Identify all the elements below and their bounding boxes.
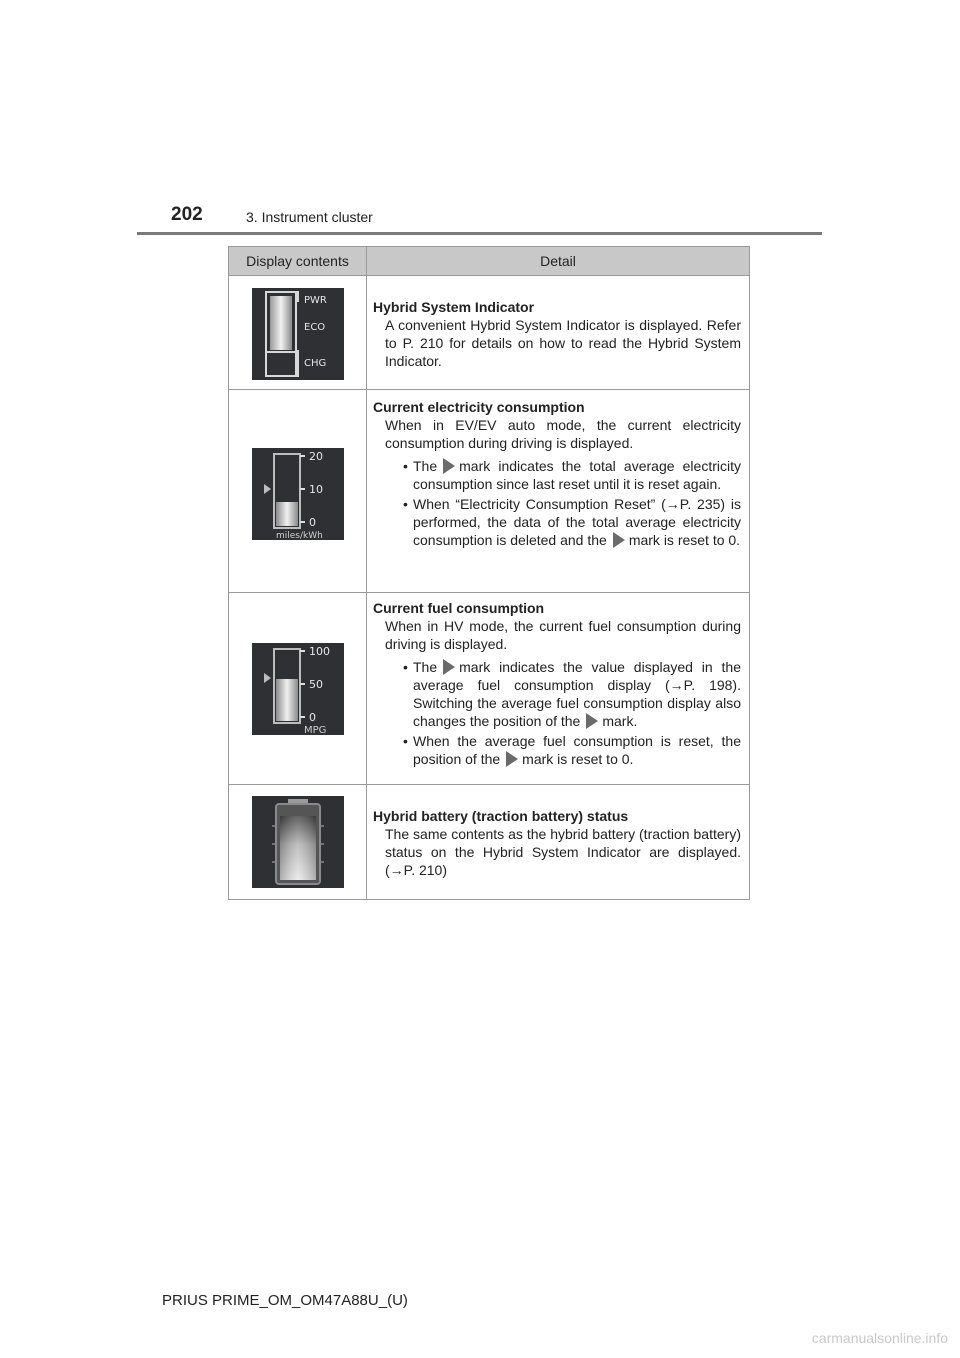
watermark: carmanualsonline.info (811, 1330, 948, 1346)
list-item: • The mark indicates the value displayed in the average fuel consumption display (→P. 198). Switching the average fuel consumption display also changes the position of the mark. (373, 658, 741, 730)
tick-label-50: 50 (308, 678, 323, 691)
display-image-cell (229, 785, 367, 900)
unit-label: miles/kWh (275, 531, 323, 540)
display-image-cell (229, 390, 367, 593)
detail-body: When in HV mode, the current fuel consumption during driving is displayed. (385, 618, 741, 652)
triangle-mark-icon (443, 659, 455, 675)
list-item: • When the average fuel consumption is reset, the position of the mark is reset to 0. (373, 732, 741, 768)
list-item: • The mark indicates the total average electricity consumption since last reset until it is reset again. (373, 457, 741, 493)
detail-cell (367, 785, 750, 900)
table-row (229, 593, 750, 785)
battery-status-image (252, 796, 344, 888)
display-image-cell (229, 276, 367, 390)
electricity-gauge-image (252, 448, 344, 540)
section-title: 3. Instrument cluster (246, 209, 373, 225)
triangle-mark-icon (586, 713, 598, 729)
spec-table (228, 246, 750, 900)
page-number: 202 (171, 204, 203, 225)
triangle-mark-icon (443, 458, 455, 474)
pwr-label: PWR (303, 295, 327, 306)
list-item: • When “Electricity Consumption Reset” (→P. 235) is performed, the data of the total average electricity consumption is deleted and the mark is reset to 0. (373, 495, 741, 549)
detail-cell (367, 390, 750, 593)
tick-label-0: 0 (308, 516, 316, 529)
col-header-detail: Detail (367, 247, 750, 276)
bullet-list (373, 457, 741, 549)
hybrid-indicator-image (252, 288, 344, 380)
table-row (229, 785, 750, 900)
triangle-mark-icon (506, 751, 518, 767)
detail-title: Current electricity consumption (373, 399, 585, 415)
tick-label-10: 10 (308, 483, 323, 496)
display-image-cell (229, 593, 367, 785)
detail-cell (367, 276, 750, 390)
header-rule (137, 232, 822, 235)
detail-title: Current fuel consumption (373, 600, 545, 616)
detail-title: Hybrid battery (traction battery) status (373, 808, 629, 824)
detail-body: A convenient Hybrid System Indicator is displayed. Refer to P. 210 for details on how to read the Hybrid System Indicator. (385, 317, 741, 369)
tick-label-0: 0 (308, 711, 316, 724)
col-header-display: Display contents (229, 247, 367, 276)
eco-label: ECO (303, 322, 325, 333)
table-row (229, 390, 750, 593)
fuel-gauge-image (252, 643, 344, 735)
tick-label-20: 20 (308, 450, 323, 463)
detail-title: Hybrid System Indicator (373, 299, 535, 315)
table-header-row (229, 247, 750, 276)
detail-body: The same contents as the hybrid battery (traction battery) status on the Hybrid System Indicator are displayed. (→P. 210) (385, 826, 741, 878)
tick-label-100: 100 (308, 645, 330, 658)
detail-cell (367, 593, 750, 785)
chg-label: CHG (303, 358, 326, 369)
table-row (229, 276, 750, 390)
bullet-list (373, 658, 741, 768)
triangle-mark-icon (613, 532, 625, 548)
document-code: PRIUS PRIME_OM_OM47A88U_(U) (162, 1292, 408, 1309)
unit-label: MPG (303, 725, 326, 735)
detail-body: When in EV/EV auto mode, the current electricity consumption during driving is displayed. (385, 417, 741, 451)
